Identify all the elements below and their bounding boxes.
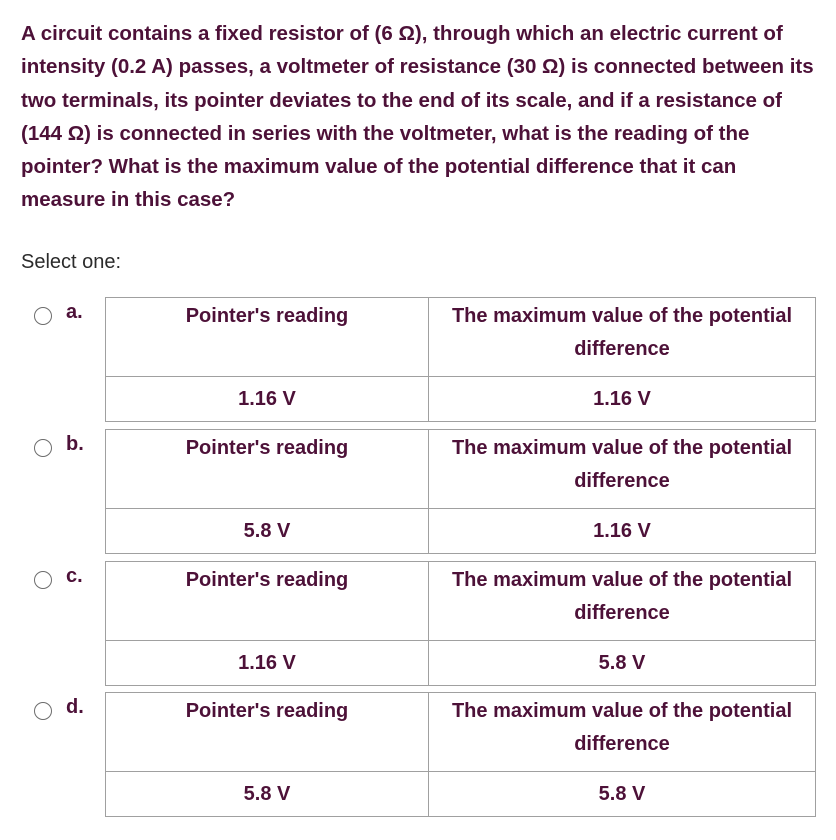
radio-button-b[interactable] (34, 439, 52, 457)
pointer-reading-value: 1.16 V (106, 377, 429, 422)
max-potential-difference-value: 1.16 V (429, 509, 816, 554)
max-potential-difference-header: The maximum value of the potential difference (429, 693, 816, 772)
option-table-b (105, 429, 816, 554)
pointer-reading-value: 1.16 V (106, 641, 429, 686)
option-letter-b: b. (66, 433, 84, 455)
option-table-d (105, 692, 816, 817)
pointer-reading-header: Pointer's reading (106, 430, 429, 509)
pointer-reading-value: 5.8 V (106, 509, 429, 554)
option-table-c (105, 561, 816, 686)
max-potential-difference-header: The maximum value of the potential difference (429, 298, 816, 377)
option-letter-a: a. (66, 301, 83, 323)
radio-button-c[interactable] (34, 571, 52, 589)
radio-button-d[interactable] (34, 702, 52, 720)
max-potential-difference-value: 1.16 V (429, 377, 816, 422)
pointer-reading-value: 5.8 V (106, 772, 429, 817)
max-potential-difference-value: 5.8 V (429, 772, 816, 817)
pointer-reading-header: Pointer's reading (106, 298, 429, 377)
option-letter-c: c. (66, 565, 83, 587)
pointer-reading-header: Pointer's reading (106, 693, 429, 772)
select-one-label: Select one: (21, 251, 122, 273)
radio-button-a[interactable] (34, 307, 52, 325)
max-potential-difference-header: The maximum value of the potential difference (429, 430, 816, 509)
max-potential-difference-value: 5.8 V (429, 641, 816, 686)
max-potential-difference-header: The maximum value of the potential difference (429, 562, 816, 641)
question-text: A circuit contains a fixed resistor of (6 Ω), through which an electric current of intensity (0.2 A) passes, a voltmeter of resistance (30 Ω) is connected between its two terminals, its pointer deviates to the end of its scale, and if a resistance of (144 Ω) is connected in series with the voltmeter, what is the reading of the pointer? What is the maximum value of the potential difference that it can measure in this case? (21, 22, 814, 212)
pointer-reading-header: Pointer's reading (106, 562, 429, 641)
option-table-a (105, 297, 816, 422)
option-letter-d: d. (66, 696, 84, 718)
